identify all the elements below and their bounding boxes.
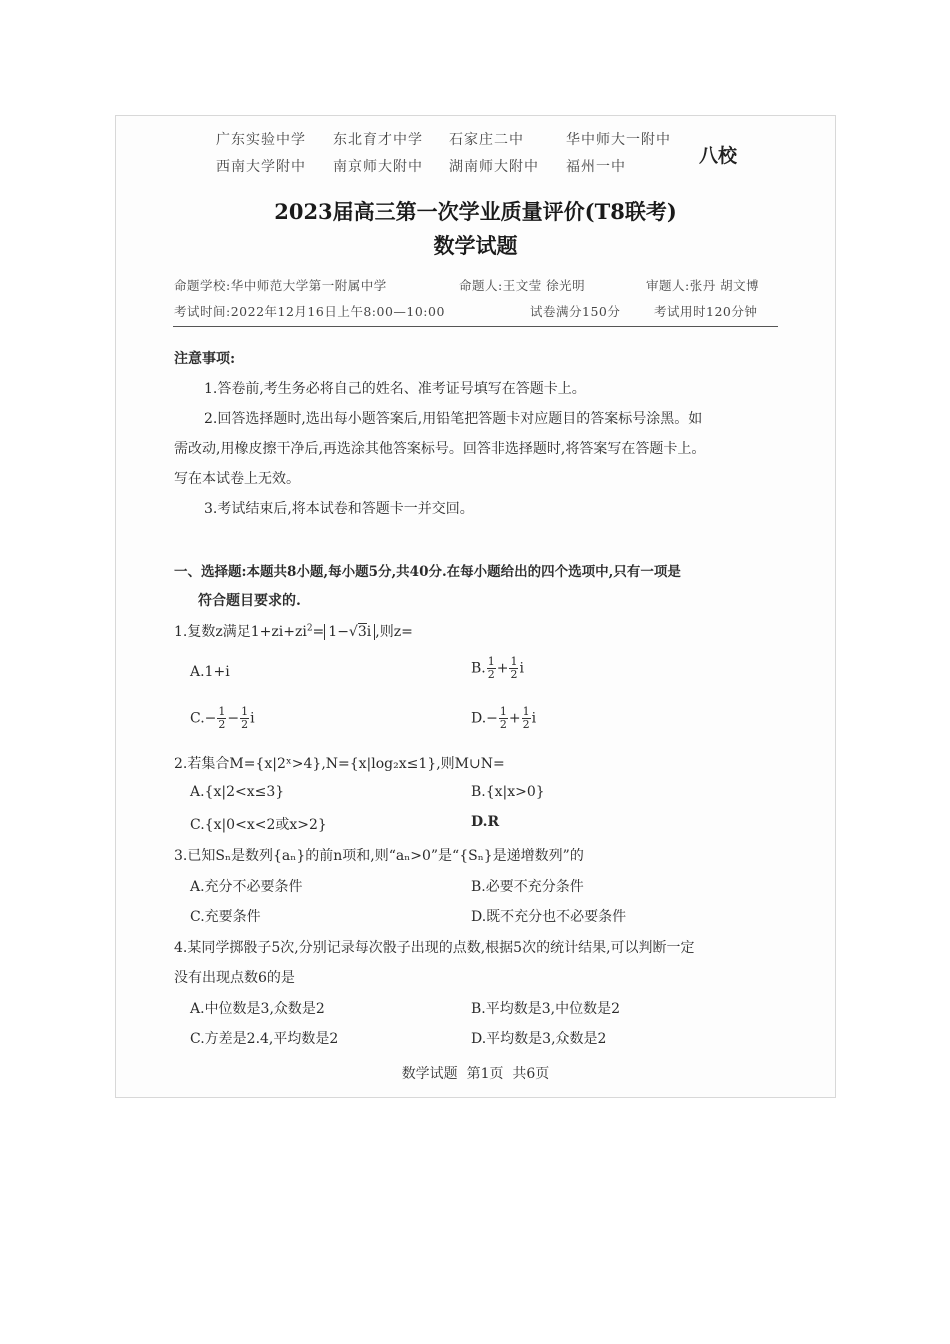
school-name: 东北育才中学 (333, 132, 423, 148)
header-divider (173, 326, 778, 327)
question-2-option-d: D.R (471, 814, 500, 830)
question-4-option-b: B.平均数是3,中位数是2 (471, 1001, 621, 1017)
meta-duration: 考试用时120分钟 (654, 304, 758, 319)
absolute-value: 1−√3i (324, 624, 375, 640)
exam-title: 2023届高三第一次学业质量评价(T8联考) (274, 199, 677, 224)
fraction: $\frac{1}{2}$ (218, 705, 226, 731)
question-3-stem: 3.已知Sₙ是数列{aₙ}的前n项和,则“aₙ>0”是“{Sₙ}是递增数列”的 (174, 848, 584, 864)
question-2-option-b: B.{x|x>0} (471, 784, 545, 800)
question-4-stem-cont: 没有出现点数6的是 (174, 970, 295, 986)
notice-item: 1.答卷前,考生务必将自己的姓名、准考证号填写在答题卡上。 (204, 381, 586, 397)
school-name: 福州一中 (566, 159, 626, 175)
question-1-option-d: D.− $\frac{1}{2}$ + $\frac{1}{2}$ i (471, 705, 537, 731)
exam-subject: 数学试题 (433, 233, 518, 258)
question-1-option-a: A.1+i (190, 664, 230, 680)
notice-item: 2.回答选择题时,选出每小题答案后,用铅笔把答题卡对应题目的答案标号涂黑。如 (204, 411, 703, 427)
question-1-stem: 1.复数z满足$1+zi+zi^2= 1-√3i$ ,则z= (174, 623, 413, 640)
question-2-option-c: C.{x|0<x<2或x>2} (190, 817, 327, 833)
meta-reviewers: 审题人:张丹 胡文博 (646, 278, 760, 293)
meta-score: 试卷满分150分 (530, 304, 621, 319)
fraction: $\frac{1}{2}$ (241, 705, 249, 731)
question-3-option-d: D.既不充分也不必要条件 (471, 909, 627, 925)
exam-page (115, 115, 836, 1098)
fraction: $\frac{1}{2}$ (522, 705, 530, 731)
page-footer: 数学试题 第1页 共6页 (401, 1066, 550, 1082)
notice-item: 3.考试结束后,将本试卷和答题卡一并交回。 (204, 501, 474, 517)
school-name: 广东实验中学 (216, 132, 306, 148)
question-2-stem: 2.若集合M={x|2ˣ>4},N={x|log₂x≤1},则M∪N= (174, 756, 505, 772)
eight-schools-badge: 八校 (699, 145, 738, 167)
school-name: 西南大学附中 (216, 159, 306, 175)
fraction: $\frac{1}{2}$ (487, 655, 495, 681)
school-name: 石家庄二中 (449, 132, 524, 148)
question-4-option-a: A.中位数是3,众数是2 (190, 1001, 325, 1017)
notice-heading: 注意事项: (174, 351, 236, 367)
meta-time: 考试时间:2022年12月16日上午8:00—10:00 (174, 304, 445, 319)
question-3-option-c: C.充要条件 (190, 909, 261, 925)
meta-school: 命题学校:华中师范大学第一附属中学 (174, 278, 387, 293)
meta-authors: 命题人:王文莹 徐光明 (459, 278, 586, 293)
question-1-option-b: B. $\frac{1}{2}$ + $\frac{1}{2}$ i (471, 655, 524, 681)
question-4-option-c: C.方差是2.4,平均数是2 (190, 1031, 339, 1047)
notice-item: 写在本试卷上无效。 (174, 471, 300, 487)
notice-item: 需改动,用橡皮擦干净后,再选涂其他答案标号。回答非选择题时,将答案写在答题卡上。 (174, 441, 706, 457)
question-2-option-a: A.{x|2<x≤3} (190, 784, 285, 800)
fraction: $\frac{1}{2}$ (510, 655, 518, 681)
question-1-option-c: C.− $\frac{1}{2}$ − $\frac{1}{2}$ i (190, 705, 255, 731)
section-heading: 一、选择题:本题共8小题,每小题5分,共40分.在每小题给出的四个选项中,只有一项是 (174, 564, 681, 580)
school-name: 南京师大附中 (333, 159, 423, 175)
question-3-option-a: A.充分不必要条件 (190, 879, 303, 895)
question-4-stem: 4.某同学掷骰子5次,分别记录每次骰子出现的点数,根据5次的统计结果,可以判断一定 (174, 940, 695, 956)
question-4-option-d: D.平均数是3,众数是2 (471, 1031, 607, 1047)
school-name: 华中师大一附中 (566, 132, 671, 148)
question-3-option-b: B.必要不充分条件 (471, 879, 584, 895)
fraction: $\frac{1}{2}$ (499, 705, 507, 731)
section-heading-cont: 符合题目要求的. (198, 593, 301, 609)
school-name: 湖南师大附中 (449, 159, 539, 175)
